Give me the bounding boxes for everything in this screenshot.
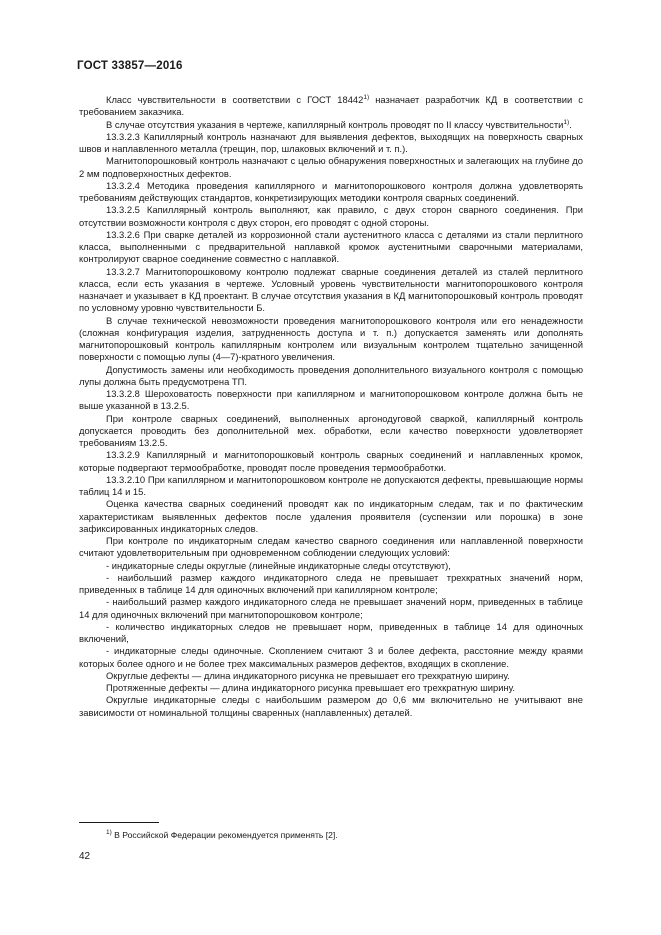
- footnote-ref[interactable]: 1): [363, 94, 370, 101]
- list-item: - наибольший размер каждого индикаторного следа не превышает значений норм, приведенных в таблице 14 для одиночных включений при магнитопорошковом контроле;: [79, 596, 583, 620]
- paragraph: Оценка качества сварных соединений проводят как по индикаторным следам, так и по фактическим характеристикам выявленных дефектов после удаления проявителя (суспензии или порошка) в зоне зафиксированных индикаторных следов.: [79, 498, 583, 534]
- paragraph: 13.3.2.7 Магнитопорошковому контролю подлежат сварные соединения деталей из сталей перлитного класса, если есть указания в чертеже. Условный уровень чувствительности магнитопорошкового контроля назначает и указывает в КД проектант. В случае отсутствия указания в КД магнитопорошковый контроль проводят по условному уровню чувствительности Б.: [79, 265, 583, 314]
- list-item: - индикаторные следы округлые (линейные индикаторные следы отсутствуют),: [106, 559, 451, 571]
- footnote: $^{1)}$ В Российской Федерации рекомендуется применять [2].: [106, 829, 338, 840]
- paragraph: В случае отсутствия указания в чертеже, капиллярный контроль проводят по II классу чувствительности$^{1)}$.: [106, 118, 572, 130]
- paragraph: В случае технической невозможности проведения магнитопорошкового контроля или его ненадежности (сложная конфигурация изделия, затрудненность доступа и т. п.) допускается заменять или дополнять магнитопорошковый контроль капиллярным контролем или визуальным контролем тщательно зачищенной поверхности с помощью лупы (4—7)-кратного увеличения.: [79, 314, 583, 363]
- paragraph: 13.3.2.6 При сварке деталей из коррозионной стали аустенитного класса с деталями из стали перлитного класса, выполненными с предварительной наплавкой кромок аустенитными сварочными материалами, контролируют сварное соединение совместно с наплавкой.: [79, 228, 583, 265]
- list-item: - количество индикаторных следов не превышает норм, приведенных в таблице 14 для одиночных включений,: [79, 620, 583, 644]
- footnote-ref[interactable]: 1): [563, 118, 570, 126]
- paragraph: Протяженные дефекты — длина индикаторного рисунка превышает его трехкратную ширину.: [106, 682, 516, 693]
- paragraph: При контроле по индикаторным следам качество сварного соединения или наплавленной поверхности считают удовлетворительным при одновременном соблюдении следующих условий:: [79, 535, 583, 559]
- paragraph: 13.3.2.5 Капиллярный контроль выполняют, как правило, с двух сторон сварного соединения. При отсутствии возможности контроля с двух сторон, его проводят с одной стороны.: [79, 204, 583, 228]
- paragraph: 13.3.2.3 Капиллярный контроль назначают для выявления дефектов, выходящих на поверхность сварных швов и наплавленного металла (трещин, пор, шлаковых включений и т. п.).: [79, 130, 583, 154]
- paragraph: 13.3.2.8 Шероховатость поверхности при капиллярном и магнитопорошковом контроле должна быть не выше указанной в 13.2.5.: [79, 388, 583, 412]
- footnote-divider: [79, 822, 159, 823]
- paragraph: 13.3.2.4 Методика проведения капиллярного и магнитопорошкового контроля должна удовлетворять требованиям действующих стандартов, конкретизирующих методики контроля сварных соединений.: [79, 179, 583, 203]
- body-text: [79, 94, 583, 719]
- paragraph: Класс чувствительности в соответствии с ГОСТ 18442$^{1)}$ назначает разработчик КД в соответствии с требованием заказчика.: [79, 94, 583, 118]
- paragraph: 13.3.2.10 При капиллярном и магнитопорошковом контроле не допускаются дефекты, превышающие нормы таблиц 14 и 15.: [79, 473, 583, 497]
- paragraph: Округлые индикаторные следы с наибольшим размером до 0,6 мм включительно не учитывают вне зависимости от номинальной толщины сваренных (наплавленных) деталей.: [79, 694, 583, 718]
- paragraph: Допустимость замены или необходимость проведения дополнительного визуального контроля с помощью лупы должна быть предусмотрена ТП.: [79, 363, 583, 387]
- footnote-marker: 1): [106, 829, 112, 836]
- page-header: ГОСТ 33857—2016: [77, 60, 183, 72]
- paragraph: Магнитопорошковый контроль назначают с целью обнаружения поверхностных и залегающих на глубине до 2 мм подповерхностных дефектов.: [79, 155, 583, 179]
- list-item: - наибольший размер каждого индикаторного следа не превышает трехкратных значений норм, приведенных в таблице 14 для одиночных включений при капиллярном контроле;: [79, 571, 583, 595]
- paragraph: 13.3.2.9 Капиллярный и магнитопорошковый контроль сварных соединений и наплавленных кромок, которые подвергают термообработке, проводят после проведения термообработки.: [79, 449, 583, 473]
- page-number: 42: [79, 851, 91, 862]
- paragraph: При контроле сварных соединений, выполненных аргонодуговой сваркой, капиллярный контроль допускается проводить без дополнительной мех. обработки, если качество поверхности удовлетворяет требованиям 13.2.5.: [79, 412, 583, 448]
- list-item: - индикаторные следы одиночные. Скоплением считают 3 и более дефекта, расстояние между краями которых более одного и не более трех максимальных размеров дефектов, входящих в скопление.: [79, 645, 583, 669]
- paragraph: Округлые дефекты — длина индикаторного рисунка не превышает его трехкратную ширину.: [106, 669, 510, 681]
